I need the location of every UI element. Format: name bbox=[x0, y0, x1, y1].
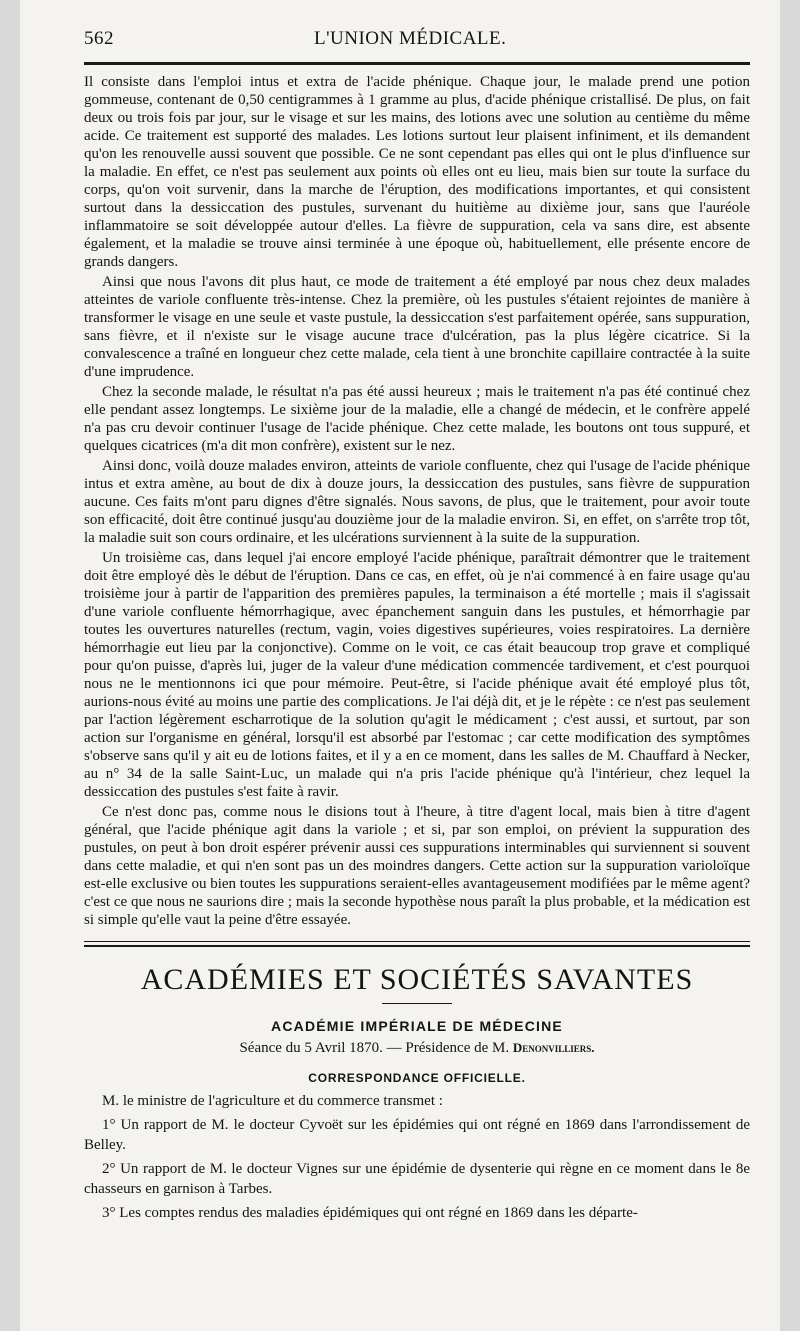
paragraph: Ce n'est donc pas, comme nous le disions tout à l'heure, à titre d'agent local, mais bien à titre d'agent général, que l'acide phénique agit dans la variole ; et si, par son emploi, on prévient la suppuration des pustules, on peut à bon droit espérer prévenir aussi ces suppurations interminables qui surviennent si souvent dans cette maladie, et qui n'en sont pas un des moindres dangers. Cette action sur la suppuration varioloïque est-elle exclusive ou bien toutes les suppurations seraient-elles avantageusement modifiées par le même agent? c'est ce que nous ne saurions dire ; mais la seconde hypothèse nous paraît la plus probable, et la médication est si simple qu'elle vaut la peine d'être essayée. bbox=[84, 804, 751, 928]
paragraph: Chez la seconde malade, le résultat n'a pas été aussi heureux ; mais le traitement n'a pas été continué chez elle pendant assez longtemps. Le sixième jour de la maladie, elle a changé de médecin, et le confrère appelé n'a pas cru devoir continuer l'usage de l'acide phénique. Chez cette malade, les boutons ont tous suppuré, et quelques cicatrices (m'a dit mon confrère), existent sur le nez. bbox=[84, 384, 750, 454]
section-divider bbox=[84, 941, 750, 947]
president-name: Denonvilliers. bbox=[512, 1040, 595, 1055]
document-page bbox=[20, 0, 780, 1331]
correspondence-heading: CORRESPONDANCE OFFICIELLE. bbox=[308, 1071, 526, 1085]
correspondence-item: 3° Les comptes rendus des maladies épidémiques qui ont régné en 1869 dans les départe- bbox=[102, 1205, 638, 1221]
correspondence-item: M. le ministre de l'agriculture et du commerce transmet : bbox=[102, 1093, 443, 1109]
academy-heading: ACADÉMIE IMPÉRIALE DE MÉDECINE bbox=[271, 1018, 563, 1034]
paragraph: Il consiste dans l'emploi intus et extra de l'acide phénique. Chaque jour, le malade prend une potion gommeuse, contenant de 0,50 centigrammes à 1 gramme au plus, d'acide phénique cristallisé. De plus, on fait deux ou trois fois par jour, sur le visage et sur les mains, des lotions avec une solution au centième du même acide. Ce traitement est supporté des malades. Les lotions surtout leur plaisent infiniment, et ils demandent qu'on les renouvelle aussi souvent que possible. Ce ne sont cependant pas elles qui ont le plus d'influence sur la maladie. En effet, ce n'est pas seulement aux points où elles ont eu lieu, mais bien sur toute la surface du corps, qu'on voit survenir, dans la marche de l'éruption, des modifications importantes, et qui consistent surtout dans la dessiccation des pustules, survenant du huitième au dixième jour, sans que l'auréole inflammatoire se soit développée autour d'elles. La fièvre de suppuration, cela va sans dire, est absente également, et la maladie se trouve ainsi terminée à une époque où, habituellement, elle présente encore de grands dangers. bbox=[84, 74, 750, 270]
running-title: L'UNION MÉDICALE. bbox=[314, 28, 507, 49]
paragraph: Ainsi donc, voilà douze malades environ, atteints de variole confluente, chez qui l'usage de l'acide phénique intus et extra amène, au bout de dix à douze jours, la dessiccation des pustules, sans fièvre de suppuration aucune. Ces faits m'ont paru dignes d'être signalés. Nous savons, de plus, que le traitement, pour avoir toute son efficacité, doit être continué jusqu'au douzième jour de la maladie environ. Si, en effet, on s'arrête trop tôt, la maladie suit son cours ordinaire, et les ulcérations surviennent à la suite de la suppuration. bbox=[84, 458, 750, 546]
seance-line bbox=[84, 1040, 750, 1057]
header-rule bbox=[84, 62, 750, 65]
title-underline bbox=[382, 1003, 452, 1004]
paragraph: Un troisième cas, dans lequel j'ai encore employé l'acide phénique, paraîtrait démontrer que le traitement doit être employé dès le début de l'éruption. Dans ce cas, en effet, où je n'ai commencé à en faire usage qu'au troisième jour à partir de l'apparition des premières papules, la terminaison a été mortelle ; mais il s'agissait d'une variole confluente hémorrhagique, avec épanchement sanguin dans les pustules, et hémorrhagie par toutes les ouvertures naturelles (rectum, vagin, voies digestives supérieures, voies respiratoires. La dernière hémorrhagie eut lieu par la conjonctive). Comme on le voit, ce cas était beaucoup trop grave et compliqué pour qu'on puisse, d'après lui, juger de la valeur d'une médication commencée tardivement, et c'est pourquoi nous ne le mentionnons ici que pour mémoire. Peut-être, si l'acide phénique avait été employé plus tôt, aurions-nous évité au moins une partie des complications. Je l'ai déjà dit, et je le répète : ce n'est pas seulement par l'action légèrement escharrotique de la solution qu'agit le médicament ; c'est aussi, et surtout, par son action sur l'organisme en général, lorsqu'il est absorbé par l'estomac ; car cette modification des symptômes s'observe sans qu'il y ait eu de lotions faites, et il y a en ce moment, dans les salles de M. Chauffard à Necker, au n° 34 de la salle Saint-Luc, un malade qui n'a pris l'acide phénique qu'à l'intérieur, chez lequel la dessiccation des pustules s'est faite à ravir. bbox=[84, 550, 750, 800]
section-title: ACADÉMIES ET SOCIÉTÉS SAVANTES bbox=[140, 963, 694, 996]
correspondence-items bbox=[84, 1091, 750, 1223]
page-header bbox=[84, 28, 750, 50]
correspondence-item: 2° Un rapport de M. le docteur Vignes sur une épidémie de dysenterie qui règne en ce moment dans le 8e chasseurs en garnison à Tarbes. bbox=[84, 1161, 750, 1197]
paragraph: Ainsi que nous l'avons dit plus haut, ce mode de traitement a été employé par nous chez deux malades atteintes de variole confluente très-intense. Chez la première, où les pustules s'étaient rejointes de manière à transformer le visage en une seule et vaste pustule, la dessiccation s'est parfaitement opérée, sans suppuration, sans fièvre, et il n'existe sur le visage aucune trace d'ulcération, pas la plus légère cicatrice. Si la convalescence a traîné en longueur chez cette malade, cela tient à une bronchite capillaire contractée à la suite d'une imprudence. bbox=[84, 274, 750, 380]
correspondence-item: 1° Un rapport de M. le docteur Cyvoët sur les épidémies qui ont régné en 1869 dans l'arrondissement de Belley. bbox=[84, 1117, 750, 1153]
page-number: 562 bbox=[84, 28, 114, 49]
seance-date: Séance du 5 Avril 1870. — Présidence de M. bbox=[239, 1040, 510, 1056]
article-body bbox=[84, 73, 750, 929]
